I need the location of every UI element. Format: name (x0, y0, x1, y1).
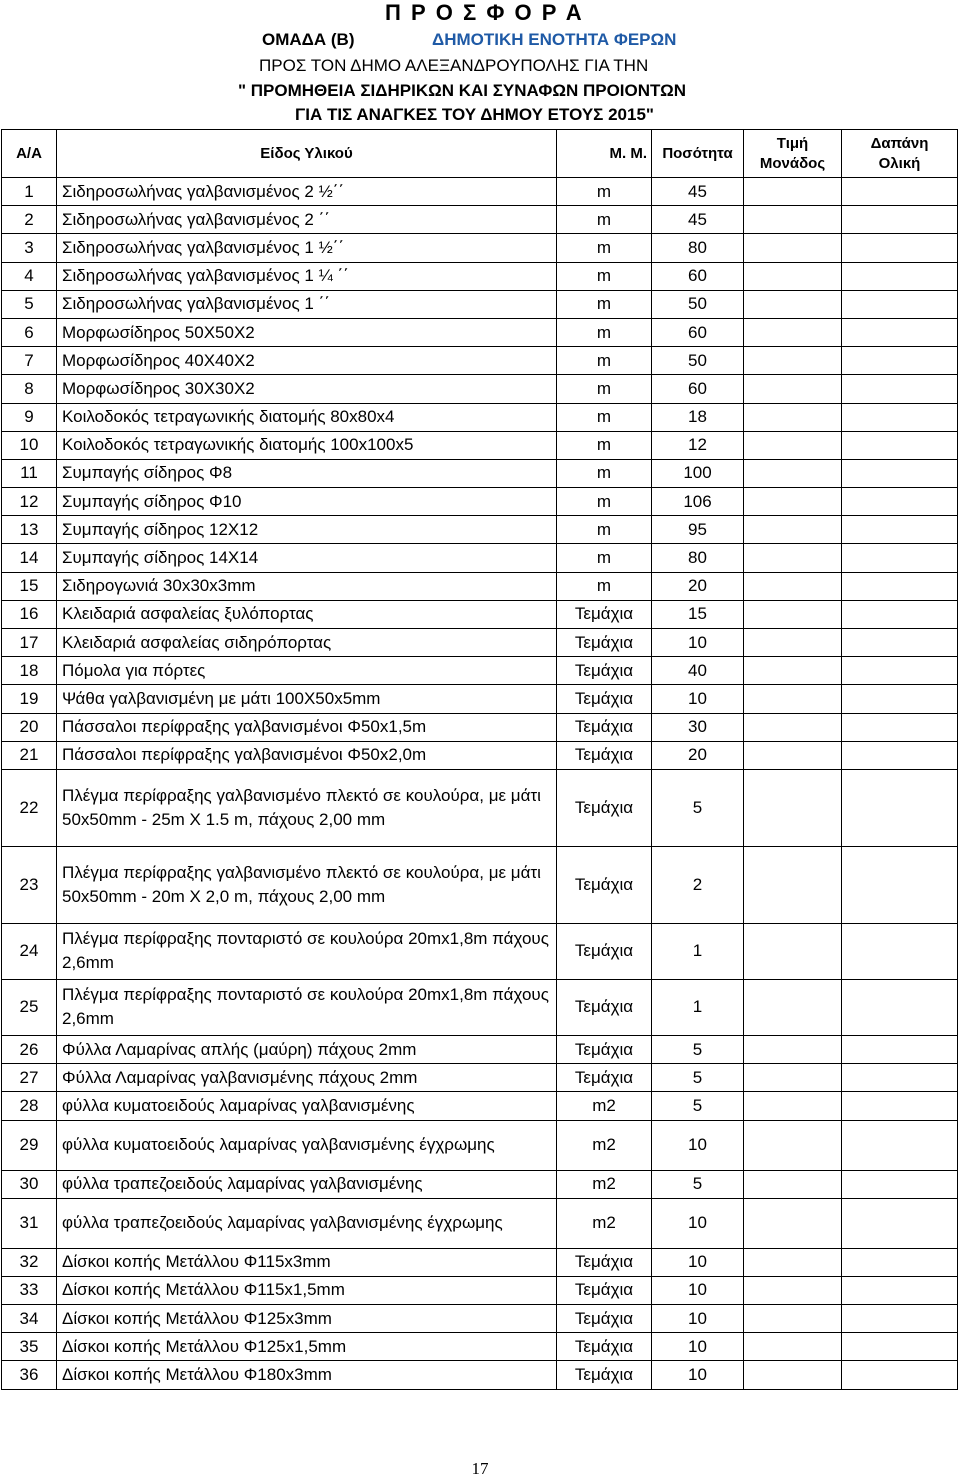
row-total (842, 1120, 958, 1170)
row-unit-price (744, 1170, 842, 1198)
row-item: Δίσκοι κοπής Μετάλλου Φ115x1,5mm (57, 1276, 557, 1304)
row-unit-price (744, 318, 842, 346)
row-item: Πλέγμα περίφραξης γαλβανισμένο πλεκτό σε κουλούρα, με μάτι 50x50mm - 20m X 2,0 m, πάχους 2,00 mm (57, 846, 557, 923)
row-unit: m (557, 544, 652, 572)
row-unit: m2 (557, 1170, 652, 1198)
row-item: Σιδηροσωλήνας γαλβανισμένος 2 ½΄΄ (57, 178, 557, 206)
row-total (842, 846, 958, 923)
row-number: 10 (2, 431, 57, 459)
row-total (842, 685, 958, 713)
row-qty: 40 (652, 657, 744, 685)
table-row (2, 375, 958, 403)
row-number: 21 (2, 741, 57, 769)
table-row (2, 600, 958, 628)
row-number: 9 (2, 403, 57, 431)
row-total (842, 544, 958, 572)
row-number: 17 (2, 629, 57, 657)
row-number: 25 (2, 979, 57, 1035)
table-row (2, 1198, 958, 1248)
row-total (842, 1064, 958, 1092)
row-unit: m (557, 516, 652, 544)
row-total (842, 923, 958, 979)
row-number: 18 (2, 657, 57, 685)
row-qty: 10 (652, 1198, 744, 1248)
row-unit: Τεμάχια (557, 741, 652, 769)
row-unit: m (557, 234, 652, 262)
row-unit-price (744, 1333, 842, 1361)
row-total (842, 741, 958, 769)
row-item: Συμπαγής σίδηρος 14Χ14 (57, 544, 557, 572)
row-total (842, 657, 958, 685)
row-total (842, 1248, 958, 1276)
row-item: Πλέγμα περίφραξης γαλβανισμένο πλεκτό σε κουλούρα, με μάτι 50x50mm - 25m X 1.5 m, πάχους 2,00 mm (57, 769, 557, 846)
row-qty: 60 (652, 318, 744, 346)
row-total (842, 572, 958, 600)
row-number: 33 (2, 1276, 57, 1304)
row-unit: m (557, 290, 652, 318)
row-unit-price (744, 923, 842, 979)
row-item: Σιδηρογωνιά 30x30x3mm (57, 572, 557, 600)
row-number: 24 (2, 923, 57, 979)
row-number: 28 (2, 1092, 57, 1120)
row-unit: Τεμάχια (557, 1333, 652, 1361)
col-header-item: Είδος Υλικού (57, 130, 557, 178)
row-item: Φύλλα Λαμαρίνας γαλβανισμένης πάχους 2mm (57, 1064, 557, 1092)
row-unit-price (744, 979, 842, 1035)
table-row (2, 234, 958, 262)
row-total (842, 431, 958, 459)
row-number: 15 (2, 572, 57, 600)
row-number: 4 (2, 262, 57, 290)
row-unit-price (744, 657, 842, 685)
row-number: 30 (2, 1170, 57, 1198)
row-total (842, 1198, 958, 1248)
row-item: Μορφωσίδηρος 30Χ30Χ2 (57, 375, 557, 403)
row-total (842, 629, 958, 657)
row-unit: Τεμάχια (557, 1276, 652, 1304)
row-total (842, 1170, 958, 1198)
row-number: 32 (2, 1248, 57, 1276)
col-header-unit: Μ. Μ. (557, 130, 652, 178)
row-unit-price (744, 347, 842, 375)
row-number: 35 (2, 1333, 57, 1361)
row-item: Μορφωσίδηρος 50Χ50Χ2 (57, 318, 557, 346)
row-unit: Τεμάχια (557, 600, 652, 628)
row-number: 11 (2, 459, 57, 487)
row-unit: m (557, 375, 652, 403)
row-unit: Τεμάχια (557, 1064, 652, 1092)
row-qty: 10 (652, 629, 744, 657)
row-item: φύλλα τραπεζοειδούς λαμαρίνας γαλβανισμένης (57, 1170, 557, 1198)
row-number: 23 (2, 846, 57, 923)
row-unit: Τεμάχια (557, 1361, 652, 1389)
row-unit-price (744, 544, 842, 572)
row-unit-price (744, 685, 842, 713)
row-qty: 12 (652, 431, 744, 459)
row-number: 2 (2, 206, 57, 234)
row-qty: 10 (652, 1120, 744, 1170)
row-qty: 15 (652, 600, 744, 628)
col-header-no: Α/Α (2, 130, 57, 178)
table-row (2, 290, 958, 318)
row-qty: 18 (652, 403, 744, 431)
row-item: φύλλα τραπεζοειδούς λαμαρίνας γαλβανισμένης έγχρωμης (57, 1198, 557, 1248)
municipal-unit-label: ΔΗΜΟΤΙΚΗ ΕΝΟΤΗΤΑ ΦΕΡΩΝ (432, 30, 677, 49)
row-qty: 20 (652, 572, 744, 600)
row-unit-price (744, 1276, 842, 1304)
row-unit: m (557, 178, 652, 206)
row-total (842, 206, 958, 234)
row-qty: 10 (652, 1333, 744, 1361)
row-unit: Τεμάχια (557, 1248, 652, 1276)
row-item: Σιδηροσωλήνας γαλβανισμένος 1 ΄΄ (57, 290, 557, 318)
row-unit: m (557, 459, 652, 487)
row-qty: 10 (652, 1305, 744, 1333)
row-unit: Τεμάχια (557, 1305, 652, 1333)
row-unit: Τεμάχια (557, 923, 652, 979)
table-row (2, 741, 958, 769)
row-total (842, 1092, 958, 1120)
row-number: 13 (2, 516, 57, 544)
row-number: 19 (2, 685, 57, 713)
row-item: Δίσκοι κοπής Μετάλλου Φ125x3mm (57, 1305, 557, 1333)
row-unit: Τεμάχια (557, 846, 652, 923)
row-unit: m (557, 347, 652, 375)
row-unit-price (744, 206, 842, 234)
row-item: Δίσκοι κοπής Μετάλλου Φ115x3mm (57, 1248, 557, 1276)
row-qty: 80 (652, 544, 744, 572)
table-row (2, 347, 958, 375)
row-qty: 5 (652, 769, 744, 846)
row-total (842, 290, 958, 318)
row-unit-price (744, 769, 842, 846)
row-item: Συμπαγής σίδηρος 12Χ12 (57, 516, 557, 544)
row-item: Σιδηροσωλήνας γαλβανισμένος 2 ΄΄ (57, 206, 557, 234)
row-unit-price (744, 1035, 842, 1063)
row-total (842, 347, 958, 375)
row-number: 26 (2, 1035, 57, 1063)
row-total (842, 375, 958, 403)
row-item: Συμπαγής σίδηρος Φ8 (57, 459, 557, 487)
row-qty: 10 (652, 1276, 744, 1304)
row-item: Συμπαγής σίδηρος Φ10 (57, 488, 557, 516)
row-unit: m (557, 403, 652, 431)
table-row (2, 1120, 958, 1170)
table-row (2, 1361, 958, 1389)
table-row (2, 629, 958, 657)
row-number: 14 (2, 544, 57, 572)
row-unit-price (744, 178, 842, 206)
table-row (2, 685, 958, 713)
table-row (2, 572, 958, 600)
row-unit-price (744, 846, 842, 923)
row-total (842, 262, 958, 290)
table-row (2, 178, 958, 206)
offer-table (1, 129, 958, 1390)
row-unit: m2 (557, 1120, 652, 1170)
document-title: Π Ρ Ο Σ Φ Ο Ρ Α (385, 0, 584, 25)
row-item: Πλέγμα περίφραξης πονταριστό σε κουλούρα 20mx1,8m πάχους 2,6mm (57, 979, 557, 1035)
row-item: Κλειδαριά ασφαλείας ξυλόπορτας (57, 600, 557, 628)
row-item: Ψάθα γαλβανισμένη με μάτι 100Χ50x5mm (57, 685, 557, 713)
row-unit-price (744, 488, 842, 516)
row-qty: 5 (652, 1064, 744, 1092)
row-total (842, 600, 958, 628)
row-unit-price (744, 1198, 842, 1248)
row-qty: 95 (652, 516, 744, 544)
table-row (2, 657, 958, 685)
row-unit-price (744, 1361, 842, 1389)
table-row (2, 1333, 958, 1361)
row-item: φύλλα κυματοειδούς λαμαρίνας γαλβανισμένης έγχρωμης (57, 1120, 557, 1170)
row-unit-price (744, 1248, 842, 1276)
row-item: Κοιλοδοκός τετραγωνικής διατομής 80x80x4 (57, 403, 557, 431)
row-number: 1 (2, 178, 57, 206)
row-number: 6 (2, 318, 57, 346)
row-qty: 10 (652, 1361, 744, 1389)
row-unit: Τεμάχια (557, 1035, 652, 1063)
table-row (2, 923, 958, 979)
row-unit: Τεμάχια (557, 685, 652, 713)
table-row (2, 459, 958, 487)
table-row (2, 1248, 958, 1276)
row-unit: Τεμάχια (557, 657, 652, 685)
row-unit: Τεμάχια (557, 769, 652, 846)
addressee-line: ΠΡΟΣ ΤΟΝ ΔΗΜΟ ΑΛΕΞΑΝΔΡΟΥΠΟΛΗΣ ΓΙΑ ΤΗΝ (259, 56, 649, 75)
page-number: 17 (471, 1459, 489, 1478)
row-unit-price (744, 516, 842, 544)
row-unit-price (744, 600, 842, 628)
row-qty: 50 (652, 347, 744, 375)
table-row (2, 488, 958, 516)
table-row (2, 206, 958, 234)
row-qty: 100 (652, 459, 744, 487)
row-number: 31 (2, 1198, 57, 1248)
table-row (2, 1170, 958, 1198)
row-number: 7 (2, 347, 57, 375)
subject-line-1: " ΠΡΟΜΗΘΕΙΑ ΣΙΔΗΡΙΚΩΝ ΚΑΙ ΣΥΝΑΦΩΝ ΠΡΟΙΟΝΤΩΝ (238, 81, 687, 100)
row-total (842, 979, 958, 1035)
row-item: Μορφωσίδηρος 40Χ40Χ2 (57, 347, 557, 375)
table-row (2, 1092, 958, 1120)
row-unit: m (557, 431, 652, 459)
row-total (842, 459, 958, 487)
row-number: 8 (2, 375, 57, 403)
row-item: Δίσκοι κοπής Μετάλλου Φ125x1,5mm (57, 1333, 557, 1361)
row-unit: m (557, 262, 652, 290)
col-header-qty: Ποσότητα (652, 130, 744, 178)
row-unit-price (744, 375, 842, 403)
row-unit-price (744, 713, 842, 741)
row-total (842, 713, 958, 741)
row-qty: 50 (652, 290, 744, 318)
row-item: Φύλλα Λαμαρίνας απλής (μαύρη) πάχους 2mm (57, 1035, 557, 1063)
row-number: 27 (2, 1064, 57, 1092)
row-unit: m (557, 572, 652, 600)
row-unit: Τεμάχια (557, 713, 652, 741)
table-row (2, 318, 958, 346)
row-unit-price (744, 572, 842, 600)
row-qty: 60 (652, 262, 744, 290)
row-item: Πόμολα για πόρτες (57, 657, 557, 685)
row-unit: m (557, 206, 652, 234)
row-unit-price (744, 262, 842, 290)
row-total (842, 318, 958, 346)
row-qty: 106 (652, 488, 744, 516)
row-qty: 20 (652, 741, 744, 769)
col-header-unit-price: Τιμή Μονάδος (744, 130, 842, 178)
table-header-row (2, 130, 958, 178)
row-total (842, 769, 958, 846)
row-unit-price (744, 1120, 842, 1170)
row-total (842, 1035, 958, 1063)
row-total (842, 403, 958, 431)
row-qty: 60 (652, 375, 744, 403)
row-item: Σιδηροσωλήνας γαλβανισμένος 1 ¼ ΄΄ (57, 262, 557, 290)
table-row (2, 1305, 958, 1333)
row-unit-price (744, 741, 842, 769)
row-item: Πάσσαλοι περίφραξης γαλβανισμένοι Φ50x2,0m (57, 741, 557, 769)
row-total (842, 1333, 958, 1361)
row-number: 36 (2, 1361, 57, 1389)
row-qty: 1 (652, 979, 744, 1035)
group-label: ΟΜΑΔΑ (Β) (262, 30, 355, 49)
row-qty: 5 (652, 1092, 744, 1120)
row-qty: 5 (652, 1035, 744, 1063)
row-item: Κλειδαριά ασφαλείας σιδηρόπορτας (57, 629, 557, 657)
row-qty: 5 (652, 1170, 744, 1198)
row-qty: 45 (652, 206, 744, 234)
row-number: 16 (2, 600, 57, 628)
row-number: 20 (2, 713, 57, 741)
row-qty: 45 (652, 178, 744, 206)
row-unit: m2 (557, 1092, 652, 1120)
row-total (842, 488, 958, 516)
table-row (2, 713, 958, 741)
row-unit: m (557, 318, 652, 346)
row-total (842, 178, 958, 206)
row-qty: 30 (652, 713, 744, 741)
row-qty: 1 (652, 923, 744, 979)
row-total (842, 1361, 958, 1389)
row-item: Δίσκοι κοπής Μετάλλου Φ180x3mm (57, 1361, 557, 1389)
row-number: 3 (2, 234, 57, 262)
row-unit: Τεμάχια (557, 979, 652, 1035)
row-qty: 10 (652, 685, 744, 713)
row-unit-price (744, 1305, 842, 1333)
row-unit-price (744, 1064, 842, 1092)
row-total (842, 234, 958, 262)
row-number: 5 (2, 290, 57, 318)
table-row (2, 769, 958, 846)
row-item: φύλλα κυματοειδούς λαμαρίνας γαλβανισμένης (57, 1092, 557, 1120)
row-total (842, 516, 958, 544)
row-number: 29 (2, 1120, 57, 1170)
row-item: Πλέγμα περίφραξης πονταριστό σε κουλούρα 20mx1,8m πάχους 2,6mm (57, 923, 557, 979)
col-header-total: Δαπάνη Ολική (842, 130, 958, 178)
row-unit: m2 (557, 1198, 652, 1248)
row-number: 22 (2, 769, 57, 846)
row-unit: m (557, 488, 652, 516)
row-item: Πάσσαλοι περίφραξης γαλβανισμένοι Φ50x1,5m (57, 713, 557, 741)
row-qty: 10 (652, 1248, 744, 1276)
row-unit-price (744, 431, 842, 459)
table-row (2, 846, 958, 923)
row-qty: 80 (652, 234, 744, 262)
table-row (2, 1064, 958, 1092)
row-unit-price (744, 629, 842, 657)
row-unit-price (744, 459, 842, 487)
table-row (2, 979, 958, 1035)
row-number: 34 (2, 1305, 57, 1333)
table-row (2, 403, 958, 431)
table-row (2, 262, 958, 290)
row-unit-price (744, 1092, 842, 1120)
row-unit-price (744, 234, 842, 262)
row-item: Κοιλοδοκός τετραγωνικής διατομής 100x100x5 (57, 431, 557, 459)
table-row (2, 431, 958, 459)
row-unit-price (744, 290, 842, 318)
subject-line-2: ΓΙΑ ΤΙΣ ΑΝΑΓΚΕΣ ΤΟΥ ΔΗΜΟΥ ΕΤΟΥΣ 2015" (295, 105, 654, 124)
table-row (2, 1276, 958, 1304)
row-total (842, 1305, 958, 1333)
row-total (842, 1276, 958, 1304)
row-unit-price (744, 403, 842, 431)
table-row (2, 516, 958, 544)
row-number: 12 (2, 488, 57, 516)
row-unit: Τεμάχια (557, 629, 652, 657)
row-item: Σιδηροσωλήνας γαλβανισμένος 1 ½΄΄ (57, 234, 557, 262)
table-row (2, 544, 958, 572)
row-qty: 2 (652, 846, 744, 923)
table-row (2, 1035, 958, 1063)
